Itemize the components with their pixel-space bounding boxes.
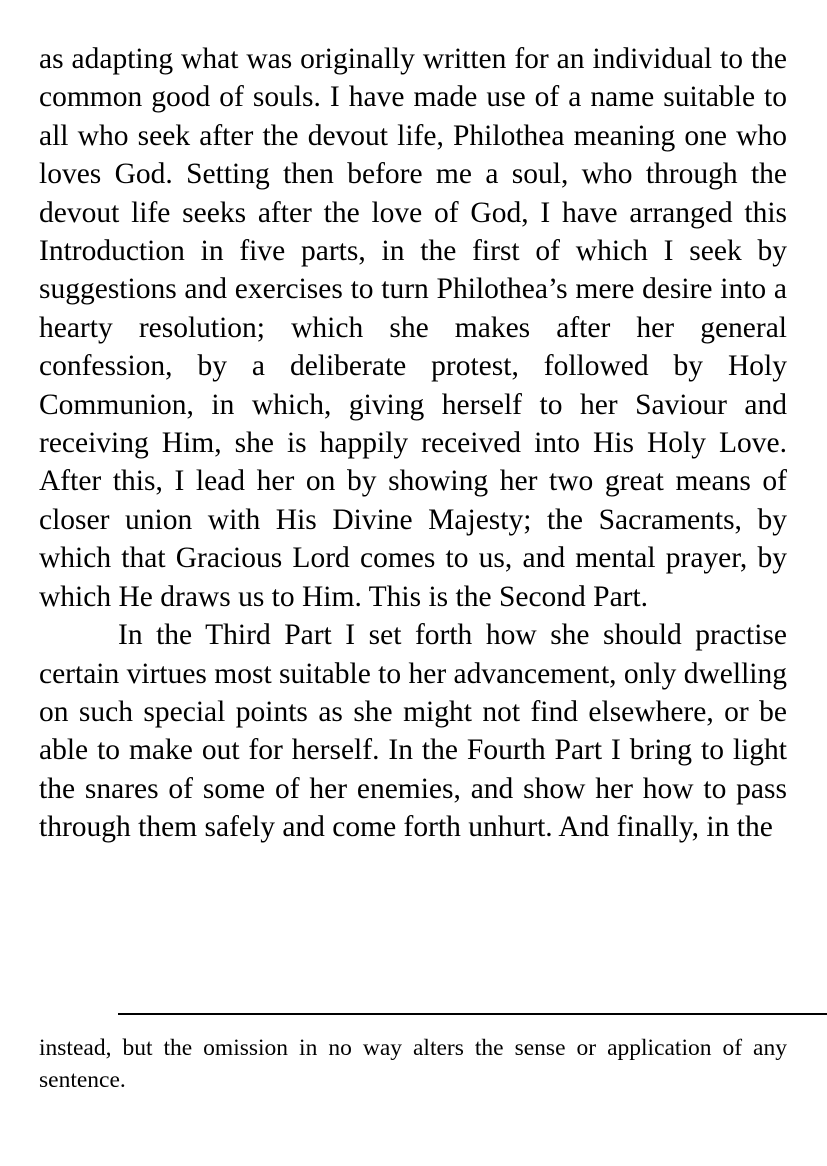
footnote-text: instead, but the omission in no way alters the sense or application of any sentence. bbox=[39, 1035, 787, 1093]
paragraph-continuation: as adapting what was originally written for an individual to the common good of souls. I have made use of a name suitable to all who seek after the devout life, Philothea meaning one who loves God. Setting then before me a soul, who through the devout life seeks after the love of God, I have arranged this Introduction in five parts, in the first of which I seek by suggestions and exercises to turn Philothea’s mere desire into a hearty resolution; which she makes after her general confession, by a deliberate protest, followed by Holy Communion, in which, giving herself to her Saviour and receiving Him, she is happily received into His Holy Love. After this, I lead her on by showing her two great means of closer union with His Divine Majesty; the Sacraments, by which that Gracious Lord comes to us, and mental prayer, by which He draws us to Him. This is the Second Part. bbox=[39, 43, 787, 613]
paragraph-third-part: In the Third Part I set forth how she should practise certain virtues most suitable to her advancement, only dwelling on such special points as she might not find elsewhere, or be able to make out for herself. In the Fourth Part I bring to light the snares of some of her enemies, and show her how to pass through them safely and come forth unhurt. And finally, in the bbox=[39, 619, 787, 844]
footnote-separator-rule bbox=[118, 1013, 827, 1015]
body-text bbox=[39, 40, 787, 847]
page-body bbox=[39, 40, 787, 847]
